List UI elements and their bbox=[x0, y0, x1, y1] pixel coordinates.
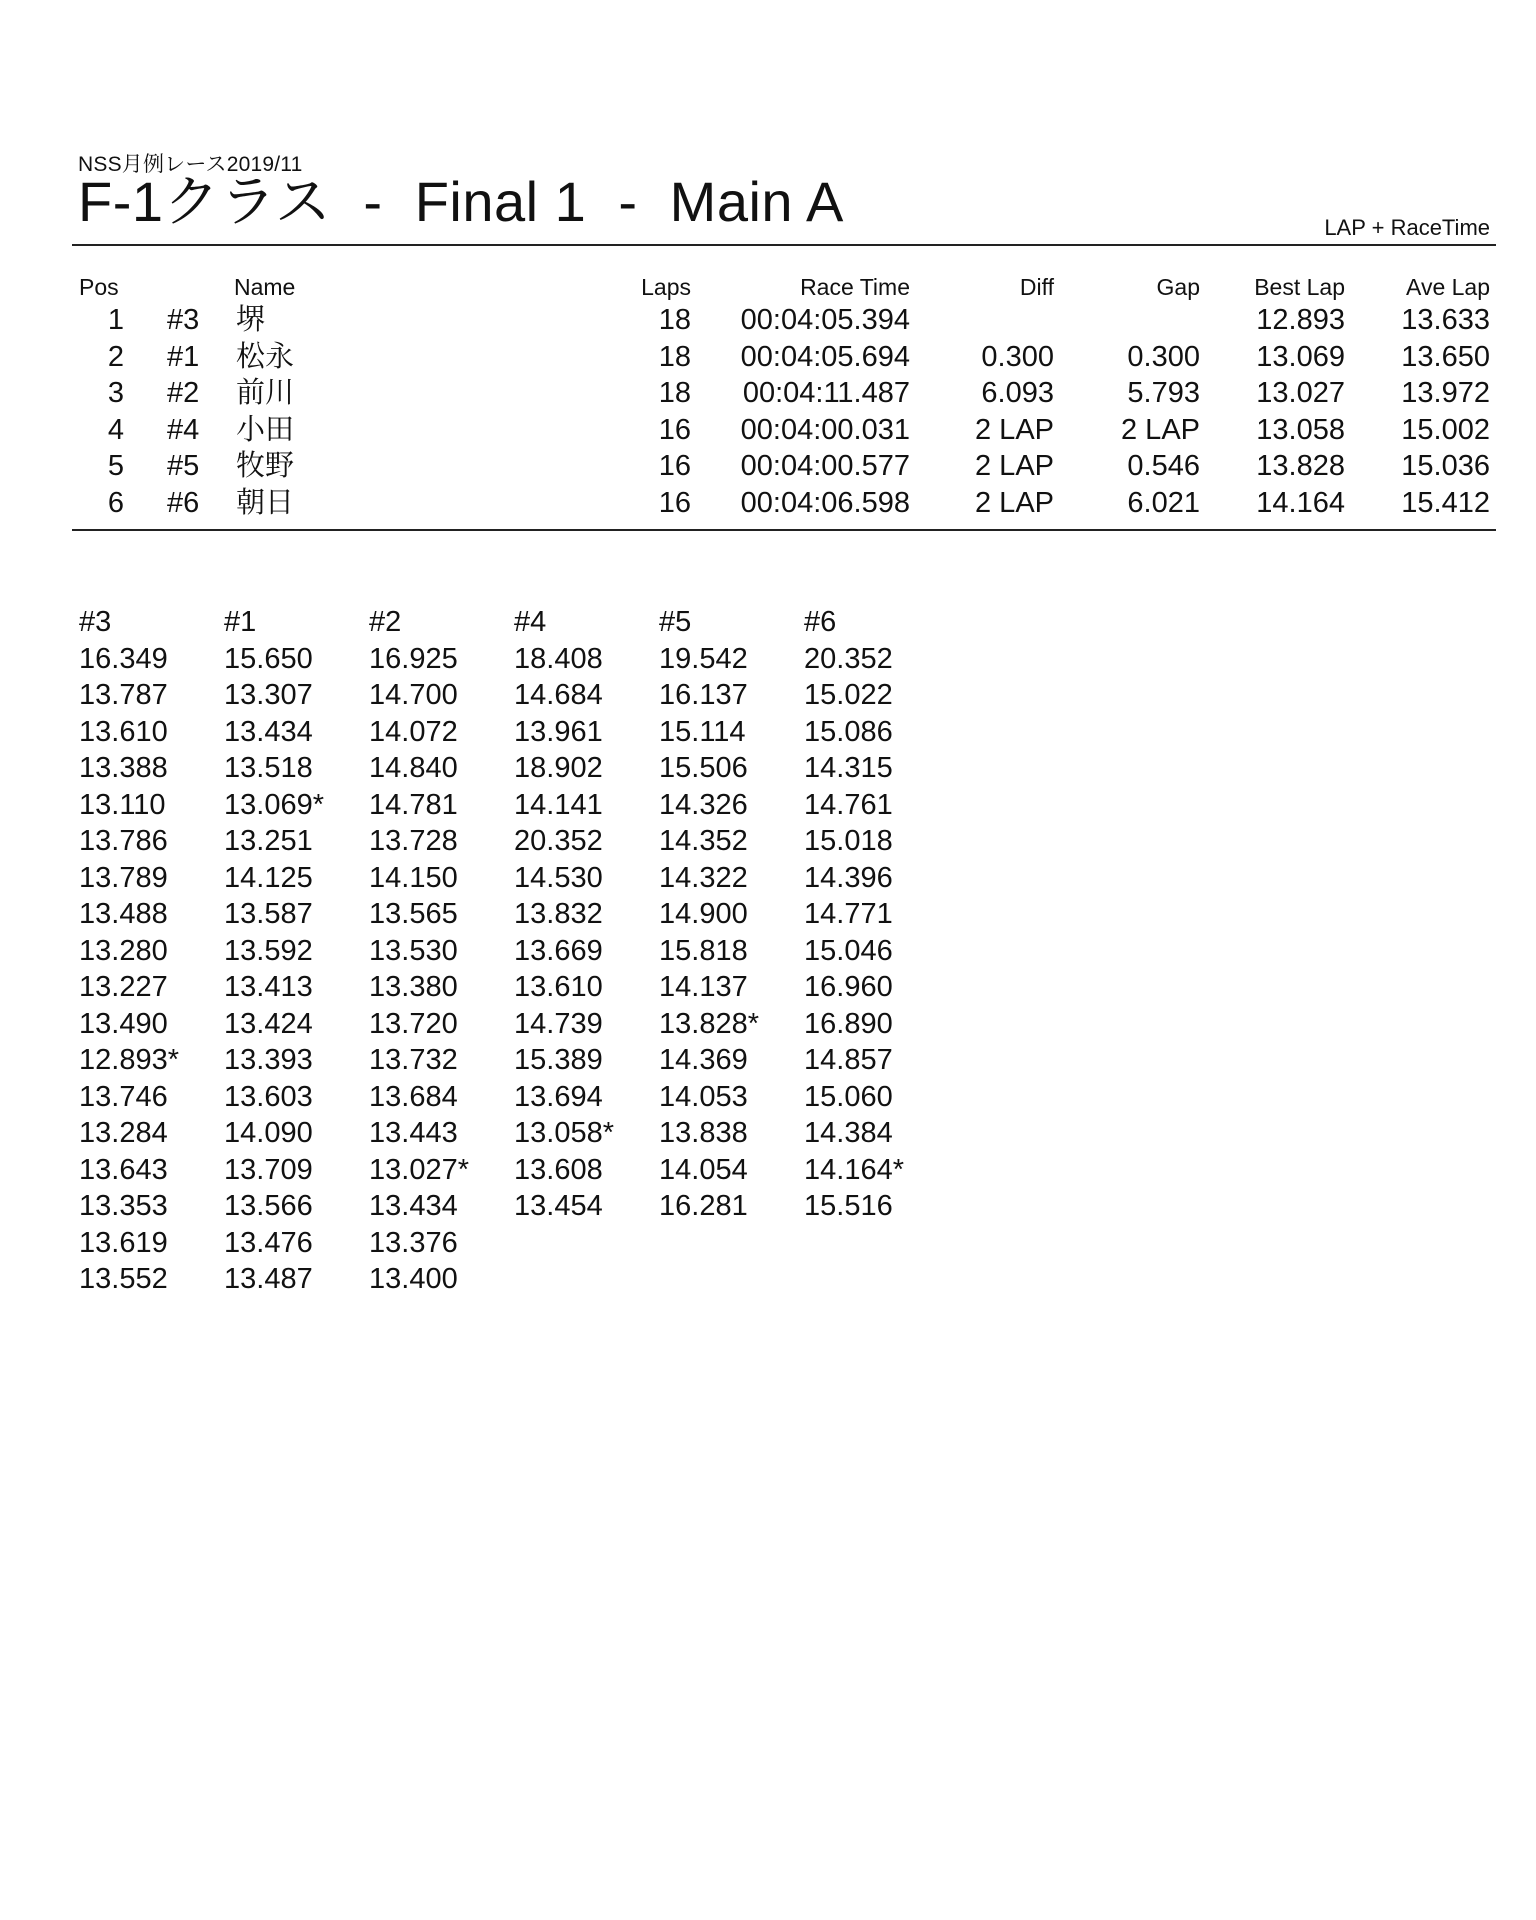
lap-time: 13.380 bbox=[369, 971, 458, 1003]
lap-time: 13.732 bbox=[369, 1044, 458, 1076]
lap-time: 19.542 bbox=[659, 642, 748, 675]
lap-time: 15.046 bbox=[804, 934, 893, 967]
race-time-cell: 00:04:05.394 bbox=[740, 304, 910, 336]
lap-time: 13.454 bbox=[514, 1190, 603, 1222]
best-lap-cell: 14.164 bbox=[1256, 486, 1345, 519]
lap-time: 13.832 bbox=[514, 898, 603, 930]
lap-time: 13.587 bbox=[224, 898, 313, 930]
lap-time: 13.789 bbox=[79, 861, 168, 894]
lap-time: 15.389 bbox=[514, 1044, 603, 1076]
lap-time: 13.400 bbox=[369, 1263, 458, 1295]
lap-time: 14.054 bbox=[659, 1153, 748, 1186]
lap-time: 13.251 bbox=[224, 825, 313, 857]
pos-cell: 2 bbox=[107, 340, 124, 373]
lap-time: 15.086 bbox=[804, 715, 893, 748]
race-time-cell: 00:04:00.031 bbox=[740, 413, 910, 446]
lap-column bbox=[369, 604, 509, 1298]
car-number-cell: #1 bbox=[167, 340, 200, 373]
lap-time: 14.781 bbox=[369, 788, 458, 821]
driver-name-cell: 牧野 bbox=[236, 450, 295, 482]
race-title: F-1クラス - Final 1 - Main A bbox=[78, 170, 844, 233]
ave-lap-cell: 15.002 bbox=[1401, 413, 1490, 446]
header-name: Name bbox=[234, 274, 296, 300]
driver-name-cell: 小田 bbox=[236, 413, 295, 446]
lap-time: 14.090 bbox=[224, 1117, 313, 1149]
lap-time: 14.739 bbox=[514, 1007, 603, 1040]
lap-time: 16.960 bbox=[804, 971, 893, 1003]
gap-cell: 0.300 bbox=[1127, 340, 1200, 373]
lap-time: 13.592 bbox=[224, 934, 313, 967]
car-number-cell: #6 bbox=[167, 486, 200, 519]
ave-lap-cell: 15.412 bbox=[1401, 486, 1490, 519]
lap-time: 14.761 bbox=[804, 788, 893, 821]
lap-column bbox=[514, 604, 654, 1225]
lap-time: 14.900 bbox=[659, 898, 748, 930]
table-row bbox=[0, 339, 1536, 376]
diff-cell: 0.300 bbox=[981, 340, 1054, 373]
lap-time: 13.488 bbox=[79, 898, 168, 930]
race-time-cell: 00:04:11.487 bbox=[742, 377, 910, 409]
lap-time: 13.110 bbox=[79, 788, 166, 821]
header-race-time: Race Time bbox=[800, 274, 910, 300]
gap-cell: 2 LAP bbox=[1121, 413, 1200, 446]
gap-cell: 6.021 bbox=[1127, 486, 1200, 519]
lap-time: 13.828* bbox=[659, 1007, 759, 1040]
car-number-cell: #2 bbox=[167, 377, 200, 409]
pos-cell: 5 bbox=[107, 450, 124, 482]
pos-cell: 1 bbox=[107, 304, 124, 336]
lap-time: 20.352 bbox=[804, 642, 893, 675]
driver-name-cell: 松永 bbox=[236, 340, 295, 373]
best-lap-cell: 13.069 bbox=[1256, 340, 1345, 373]
header-ave-lap: Ave Lap bbox=[1406, 274, 1490, 300]
lap-time: 13.961 bbox=[514, 715, 603, 748]
header-laps: Laps bbox=[641, 274, 691, 300]
driver-name-cell: 堺 bbox=[236, 304, 266, 336]
lap-column-car: #4 bbox=[514, 606, 547, 638]
lap-time: 15.060 bbox=[804, 1080, 893, 1113]
lap-time: 13.518 bbox=[224, 752, 313, 784]
lap-column-car: #6 bbox=[804, 606, 837, 638]
ave-lap-cell: 13.650 bbox=[1401, 340, 1490, 373]
lap-time: 20.352 bbox=[514, 825, 603, 857]
laps-cell: 16 bbox=[658, 486, 691, 519]
lap-time: 14.072 bbox=[369, 715, 458, 748]
lap-time: 13.552 bbox=[79, 1263, 168, 1295]
lap-time: 13.619 bbox=[79, 1226, 168, 1259]
lap-time: 13.434 bbox=[224, 715, 313, 748]
table-row bbox=[0, 375, 1536, 412]
ave-lap-cell: 15.036 bbox=[1401, 450, 1490, 482]
lap-time: 13.353 bbox=[79, 1190, 168, 1222]
timing-mode: LAP + RaceTime bbox=[1324, 215, 1490, 240]
lap-time: 13.684 bbox=[369, 1080, 458, 1113]
lap-time: 13.566 bbox=[224, 1190, 313, 1222]
lap-time: 14.384 bbox=[804, 1117, 893, 1149]
lap-column bbox=[224, 604, 364, 1298]
lap-time: 13.694 bbox=[514, 1080, 603, 1113]
lap-time: 13.393 bbox=[224, 1044, 313, 1076]
lap-time: 14.315 bbox=[804, 752, 893, 784]
lap-time: 13.376 bbox=[369, 1226, 458, 1259]
results-divider bbox=[72, 529, 1496, 531]
lap-column-car: #5 bbox=[659, 606, 692, 638]
header-gap: Gap bbox=[1156, 274, 1200, 300]
lap-time: 13.424 bbox=[224, 1007, 313, 1040]
lap-time: 14.396 bbox=[804, 861, 893, 894]
lap-time: 16.137 bbox=[659, 679, 748, 711]
lap-time: 15.516 bbox=[804, 1190, 893, 1222]
table-row bbox=[0, 485, 1536, 522]
event-name: NSS月例レース2019/11 bbox=[78, 153, 303, 176]
laps-cell: 18 bbox=[658, 340, 691, 373]
lap-column bbox=[659, 604, 799, 1225]
gap-cell: 5.793 bbox=[1127, 377, 1200, 409]
lap-time: 13.227 bbox=[79, 971, 168, 1003]
lap-time: 14.326 bbox=[659, 788, 748, 821]
lap-column-car: #2 bbox=[369, 606, 402, 638]
race-time-cell: 00:04:06.598 bbox=[740, 486, 910, 519]
lap-time: 13.027* bbox=[369, 1153, 469, 1186]
lap-time: 14.700 bbox=[369, 679, 458, 711]
lap-time: 16.281 bbox=[659, 1190, 748, 1222]
lap-time: 13.388 bbox=[79, 752, 168, 784]
car-number-cell: #4 bbox=[167, 413, 200, 446]
best-lap-cell: 12.893 bbox=[1256, 304, 1345, 336]
lap-time: 13.434 bbox=[369, 1190, 458, 1222]
car-number-cell: #5 bbox=[167, 450, 200, 482]
lap-time: 14.530 bbox=[514, 861, 603, 894]
lap-time: 13.476 bbox=[224, 1226, 313, 1259]
lap-time: 14.125 bbox=[224, 861, 313, 894]
lap-time: 15.650 bbox=[224, 642, 313, 675]
pos-cell: 4 bbox=[107, 413, 124, 446]
lap-time: 13.307 bbox=[224, 679, 313, 711]
results-header-row bbox=[0, 272, 1536, 302]
lap-time: 13.280 bbox=[79, 934, 168, 967]
header-divider bbox=[72, 244, 1496, 246]
laps-cell: 16 bbox=[658, 413, 691, 446]
race-time-cell: 00:04:05.694 bbox=[740, 340, 910, 373]
driver-name-cell: 前川 bbox=[236, 377, 295, 409]
lap-time: 18.408 bbox=[514, 642, 603, 675]
diff-cell: 2 LAP bbox=[975, 413, 1054, 446]
lap-time: 14.053 bbox=[659, 1080, 748, 1113]
lap-column-car: #1 bbox=[224, 606, 257, 638]
lap-time: 14.840 bbox=[369, 752, 458, 784]
ave-lap-cell: 13.972 bbox=[1401, 377, 1490, 409]
lap-time: 13.490 bbox=[79, 1007, 168, 1040]
lap-time: 13.413 bbox=[224, 971, 313, 1003]
lap-time: 13.643 bbox=[79, 1153, 168, 1186]
lap-time: 15.022 bbox=[804, 679, 893, 711]
lap-column bbox=[79, 604, 219, 1298]
header-pos: Pos bbox=[79, 274, 119, 300]
lap-time: 13.603 bbox=[224, 1080, 313, 1113]
lap-time: 15.018 bbox=[804, 825, 893, 857]
table-row bbox=[0, 302, 1536, 339]
best-lap-cell: 13.027 bbox=[1256, 377, 1345, 409]
lap-time: 13.443 bbox=[369, 1117, 458, 1149]
lap-time: 14.164* bbox=[804, 1153, 904, 1186]
lap-time: 13.058* bbox=[514, 1117, 614, 1149]
driver-name-cell: 朝日 bbox=[236, 486, 295, 519]
pos-cell: 6 bbox=[107, 486, 124, 519]
lap-time: 15.818 bbox=[659, 934, 748, 967]
lap-time: 13.610 bbox=[514, 971, 603, 1003]
laps-cell: 18 bbox=[658, 377, 691, 409]
lap-time: 13.787 bbox=[79, 679, 168, 711]
best-lap-cell: 13.058 bbox=[1256, 413, 1345, 446]
results-table bbox=[0, 272, 1536, 521]
lap-time: 14.150 bbox=[369, 861, 458, 894]
diff-cell: 6.093 bbox=[981, 377, 1054, 409]
lap-time: 14.137 bbox=[659, 971, 748, 1003]
lap-time: 14.369 bbox=[659, 1044, 748, 1076]
lap-time: 14.857 bbox=[804, 1044, 893, 1076]
lap-time: 14.141 bbox=[514, 788, 603, 821]
lap-time: 13.786 bbox=[79, 825, 168, 857]
lap-time: 16.925 bbox=[369, 642, 458, 675]
ave-lap-cell: 13.633 bbox=[1401, 304, 1490, 336]
lap-time: 15.114 bbox=[659, 715, 746, 748]
lap-time: 13.487 bbox=[224, 1263, 313, 1295]
lap-time: 16.349 bbox=[79, 642, 168, 675]
diff-cell: 2 LAP bbox=[975, 486, 1054, 519]
gap-cell: 0.546 bbox=[1127, 450, 1200, 482]
diff-cell: 2 LAP bbox=[975, 450, 1054, 482]
lap-time: 18.902 bbox=[514, 752, 603, 784]
lap-time: 16.890 bbox=[804, 1007, 893, 1040]
header-best-lap: Best Lap bbox=[1254, 274, 1345, 300]
table-row bbox=[0, 448, 1536, 485]
lap-time: 13.284 bbox=[79, 1117, 168, 1149]
lap-time: 14.352 bbox=[659, 825, 748, 857]
car-number-cell: #3 bbox=[167, 304, 200, 336]
table-row bbox=[0, 412, 1536, 449]
lap-time: 15.506 bbox=[659, 752, 748, 784]
lap-time: 13.709 bbox=[224, 1153, 313, 1186]
lap-time: 13.746 bbox=[79, 1080, 168, 1113]
laps-cell: 16 bbox=[658, 450, 691, 482]
lap-time: 13.610 bbox=[79, 715, 168, 748]
header-diff: Diff bbox=[1019, 274, 1054, 300]
lap-time: 14.322 bbox=[659, 861, 748, 894]
lap-time: 13.669 bbox=[514, 934, 603, 967]
lap-column bbox=[804, 604, 944, 1225]
lap-time: 13.720 bbox=[369, 1007, 458, 1040]
lap-time: 13.069* bbox=[224, 788, 324, 821]
lap-time: 12.893* bbox=[79, 1044, 179, 1076]
lap-time: 13.838 bbox=[659, 1117, 748, 1149]
lap-time: 14.684 bbox=[514, 679, 603, 711]
lap-time: 13.608 bbox=[514, 1153, 603, 1186]
lap-column-car: #3 bbox=[79, 606, 112, 638]
lap-time: 13.530 bbox=[369, 934, 458, 967]
lap-time: 13.728 bbox=[369, 825, 458, 857]
laps-cell: 18 bbox=[658, 304, 691, 336]
lap-time: 13.565 bbox=[369, 898, 458, 930]
lap-time: 14.771 bbox=[804, 898, 893, 930]
best-lap-cell: 13.828 bbox=[1256, 450, 1345, 482]
race-time-cell: 00:04:00.577 bbox=[740, 450, 910, 482]
pos-cell: 3 bbox=[107, 377, 124, 409]
